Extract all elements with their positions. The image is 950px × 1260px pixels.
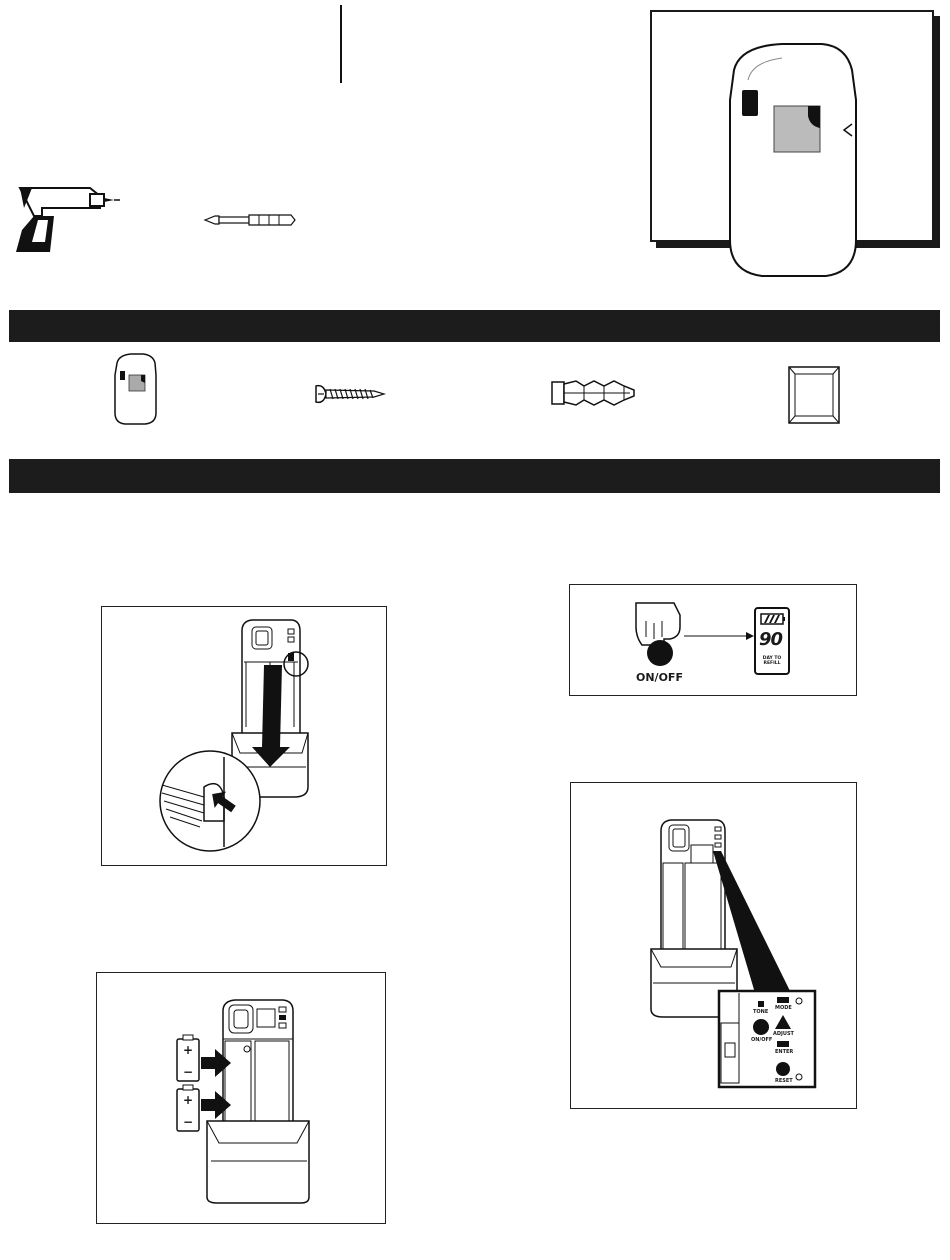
insert-batteries-panel (96, 972, 386, 1224)
drill-icon (12, 182, 120, 254)
product-image-frame (650, 10, 942, 250)
screw-icon (314, 382, 386, 406)
section-bar-installation (9, 459, 940, 493)
days-value: 90 (759, 629, 783, 650)
press-hand-icon (630, 597, 690, 667)
open-cover-illustration (102, 607, 386, 865)
dispenser-small-icon (113, 353, 157, 425)
battery-1-minus: − (183, 1065, 194, 1079)
mode-label: MODE (775, 1005, 792, 1011)
on-off-label: ON/OFF (636, 671, 683, 684)
battery-1-plus: + (183, 1043, 194, 1057)
tone-label: TONE (753, 1009, 769, 1015)
controls-illustration (571, 783, 856, 1108)
power-on-panel (569, 584, 857, 696)
battery-2-plus: + (183, 1093, 194, 1107)
arrow-line (684, 631, 754, 641)
controls-panel (570, 782, 857, 1109)
refill-pad-icon (788, 366, 840, 424)
reset-label: RESET (775, 1078, 793, 1084)
battery-2-minus: − (183, 1115, 194, 1129)
wall-anchor-icon (550, 378, 636, 408)
lcd-display (754, 607, 790, 675)
control-on-off-label: ON/OFF (751, 1037, 773, 1043)
insert-batteries-illustration (97, 973, 385, 1223)
screwdriver-bit-icon (205, 212, 297, 228)
open-cover-panel (101, 606, 387, 866)
battery-level-icon (760, 613, 786, 625)
adjust-label: ADJUST (773, 1031, 794, 1037)
dispenser-icon (722, 40, 862, 284)
header-divider (340, 5, 342, 83)
days-caption: DAY TO REFILL (762, 656, 782, 666)
enter-label: ENTER (775, 1049, 794, 1055)
section-bar-contents (9, 310, 940, 342)
